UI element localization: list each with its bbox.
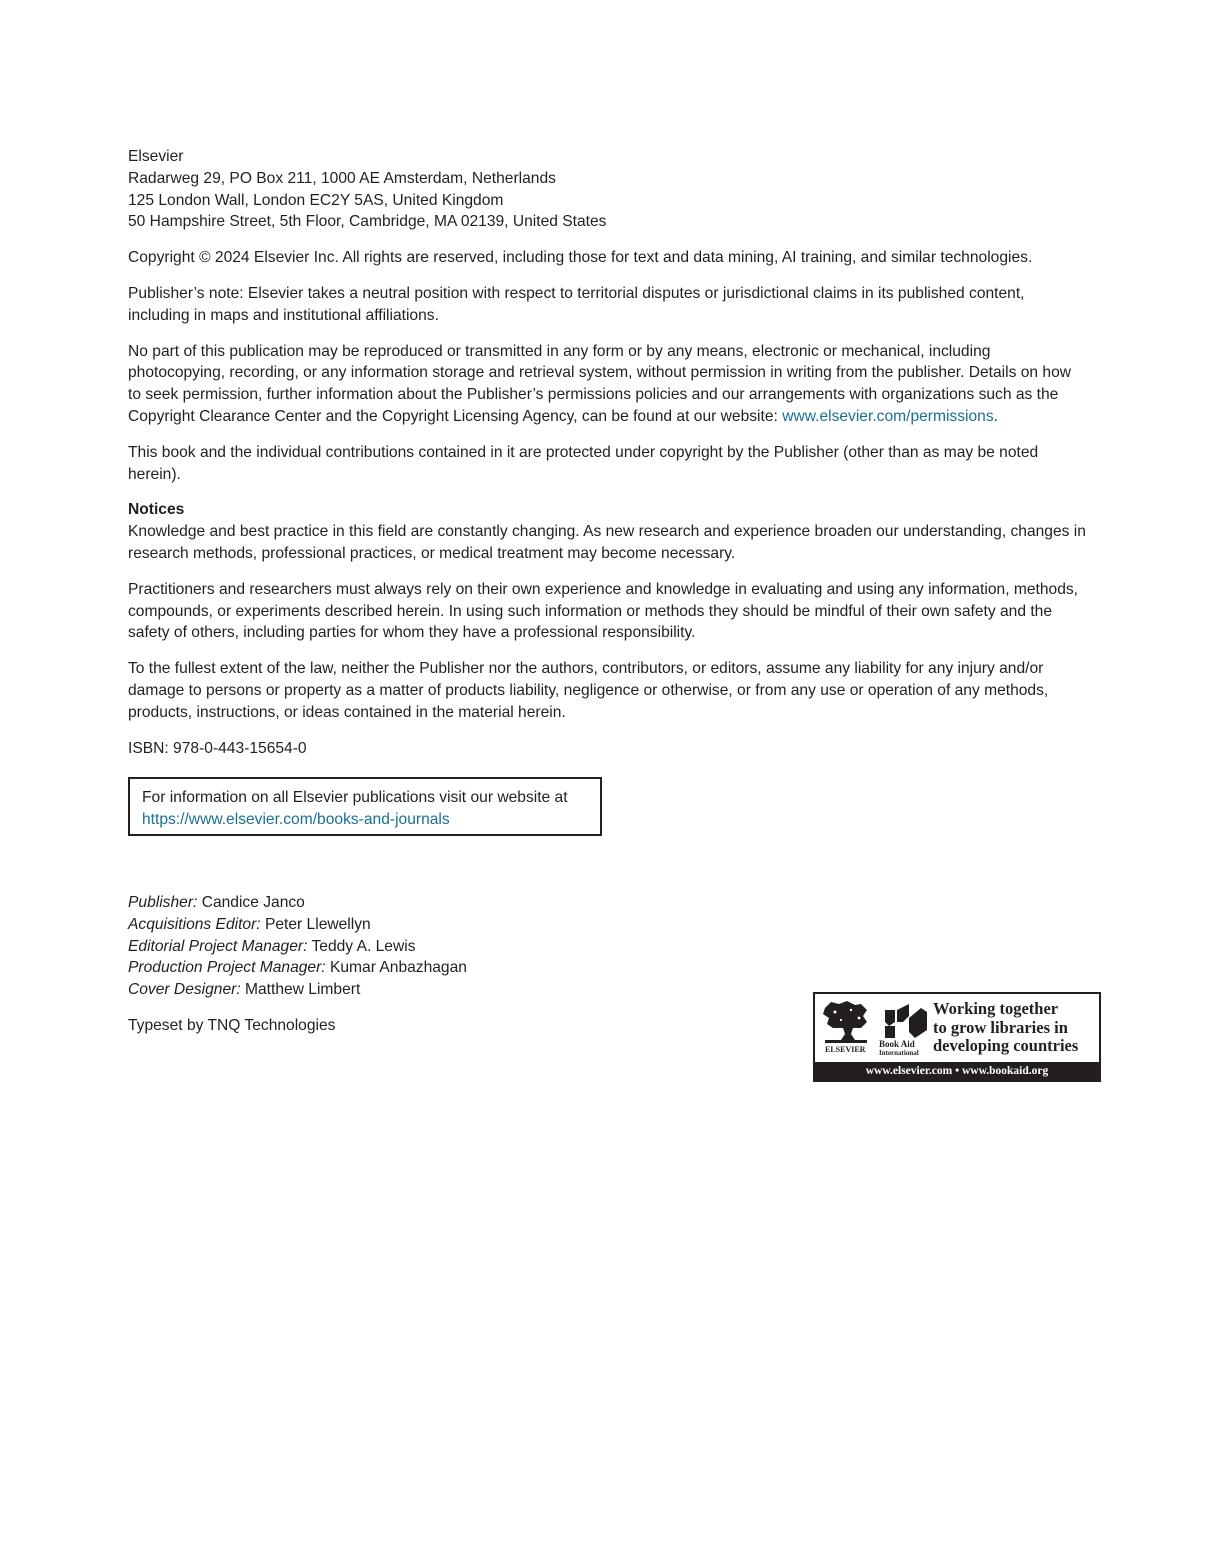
- typeset-credit: Typeset by TNQ Technologies: [128, 1016, 336, 1034]
- address-line: 50 Hampshire Street, 5th Floor, Cambridge, MA 02139, United States: [128, 213, 607, 231]
- tagline-line: Working together: [933, 999, 1059, 1018]
- notices-paragraph: Knowledge and best practice in this field are constantly changing. As new research and experience broaden our understanding, changes in research methods, professional practices, or medical treatment may become necessary.: [128, 523, 1086, 562]
- tagline-line: to grow libraries in: [933, 1017, 1068, 1037]
- book-aid-tagline: [933, 1000, 1099, 1056]
- books-and-journals-link[interactable]: https://www.elsevier.com/books-and-journals: [142, 811, 450, 829]
- credit-role: Acquisitions Editor:: [128, 915, 261, 933]
- book-aid-icon: [885, 1004, 927, 1038]
- book-aid-url-bar: www.elsevier.com • www.bookaid.org: [815, 1062, 1099, 1080]
- credit-line: [128, 914, 1088, 936]
- copyright-statement: Copyright © 2024 Elsevier Inc. All rights are reserved, including those for text and data mining, AI training, and similar technologies.: [128, 249, 1033, 267]
- publications-info-box: [128, 777, 602, 836]
- publisher-address: [128, 146, 1088, 233]
- address-line: Radarweg 29, PO Box 211, 1000 AE Amsterdam, Netherlands: [128, 169, 556, 187]
- credit-role: Production Project Manager:: [128, 959, 326, 977]
- protection-statement: This book and the individual contributions contained in it are protected under copyright by the Publisher (other than as may be noted herein).: [128, 443, 1039, 483]
- credit-name: Teddy A. Lewis: [311, 937, 416, 955]
- credit-role: Publisher:: [128, 893, 198, 911]
- permissions-text: No part of this publication may be reproduced or transmitted in any form or by any means, electronic or mechanical, including photocopying, recording, or any information storage and retrieval system, without permission in writing from the publisher. Details on how to seek permission, further information about the Publisher’s permissions policies and our arrangements with organizations such as the Copyright Clearance Center and the Copyright Licensing Agency, can be found at our website:: [128, 342, 1072, 425]
- bookaid-logo-label: Book Aid: [879, 1039, 915, 1049]
- elsevier-logo-label: ELSEVIER: [825, 1045, 866, 1054]
- book-aid-logo-panel: [813, 992, 1101, 1082]
- notices-paragraph: To the fullest extent of the law, neither the Publisher nor the authors, contributors, or editors, assume any liability for any injury and/or damage to persons or property as a matter of products liability, negligence or otherwise, or from any use or operation of any methods, products, instructions, or ideas contained in the material herein.: [128, 660, 1049, 721]
- credit-name: Candice Janco: [201, 893, 305, 911]
- credit-name: Peter Llewellyn: [264, 915, 371, 933]
- production-credits: [128, 892, 1088, 1001]
- notices-paragraph: Practitioners and researchers must always rely on their own experience and knowledge in evaluating and using any information, methods, compounds, or experiments described herein. In using such information or methods they should be mindful of their own safety and the safety of others, including parties for whom they have a professional responsibility.: [128, 580, 1079, 642]
- permissions-paragraph: [128, 341, 1088, 428]
- logo-group: [821, 1000, 933, 1060]
- credit-role: Editorial Project Manager:: [128, 937, 308, 955]
- permissions-period: .: [993, 407, 998, 425]
- permissions-link[interactable]: www.elsevier.com/permissions: [782, 407, 994, 425]
- address-line: Elsevier: [128, 148, 184, 165]
- isbn: ISBN: 978-0-443-15654-0: [128, 739, 307, 757]
- credit-line: [128, 957, 1088, 979]
- credit-role: Cover Designer:: [128, 981, 241, 999]
- credit-name: Kumar Anbazhagan: [329, 959, 467, 977]
- credit-name: Matthew Limbert: [245, 981, 361, 999]
- copyright-page: [128, 146, 1088, 1037]
- info-box-text: For information on all Elsevier publications visit our website at: [142, 789, 568, 807]
- credit-line: [128, 936, 1088, 958]
- publisher-note: Publisher’s note: Elsevier takes a neutral position with respect to territorial disputes or jurisdictional claims in its published content, including in maps and institutional affiliations.: [128, 284, 1025, 324]
- address-line: 125 London Wall, London EC2Y 5AS, United Kingdom: [128, 191, 504, 209]
- bookaid-logo-sublabel: International: [879, 1049, 919, 1057]
- tagline-line: developing countries: [933, 1036, 1079, 1055]
- credit-line: [128, 892, 1088, 914]
- notices-heading: Notices: [128, 501, 185, 519]
